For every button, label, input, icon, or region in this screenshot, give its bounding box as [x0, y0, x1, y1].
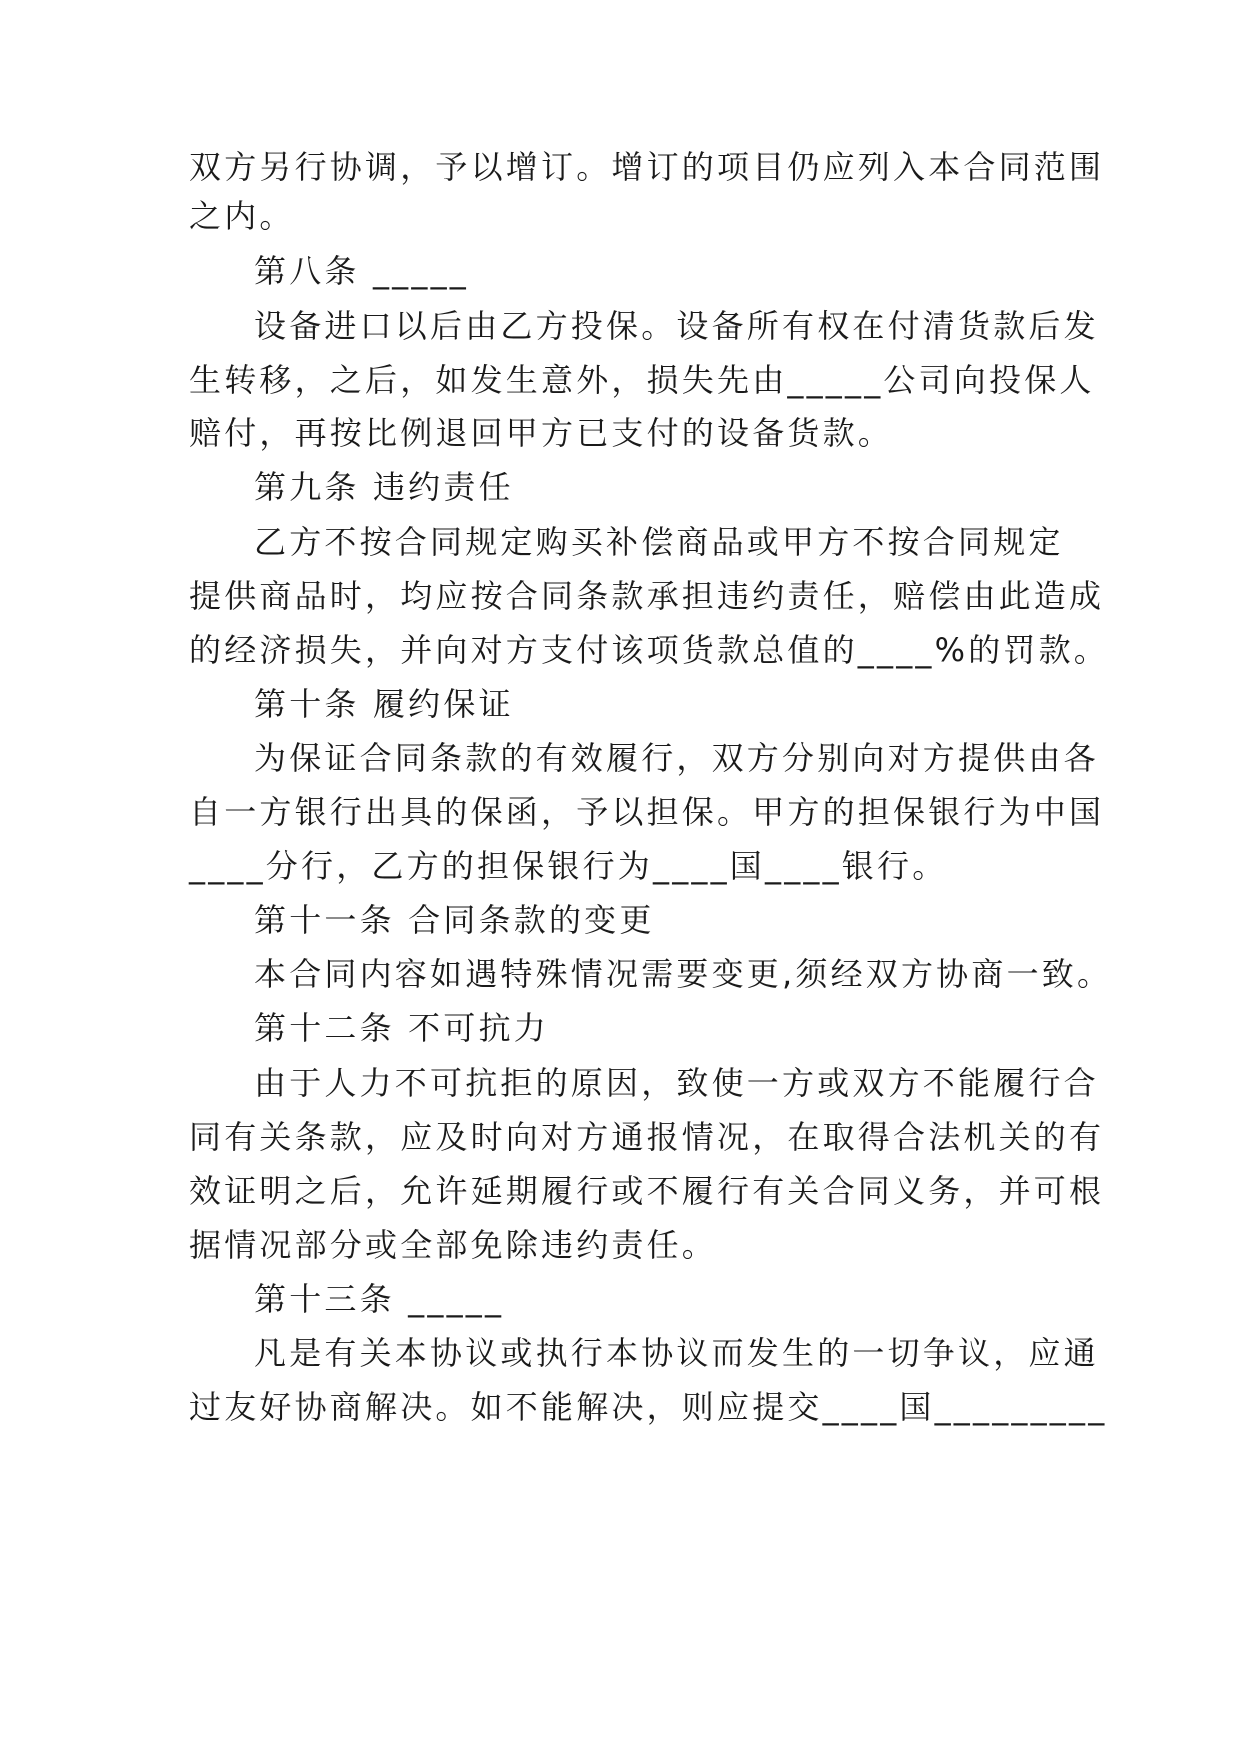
paragraph-line: 生转移，之后，如发生意外，损失先由_____公司向投保人: [189, 361, 1095, 399]
paragraph-line: 本合同内容如遇特殊情况需要变更,须经双方协商一致。: [254, 955, 1113, 993]
paragraph-line: 同有关条款，应及时向对方通报情况，在取得合法机关的有: [189, 1118, 1105, 1156]
paragraph-line: 效证明之后，允许延期履行或不履行有关合同义务，并可根: [189, 1172, 1105, 1210]
article-heading: 第十一条 合同条款的变更: [254, 901, 655, 939]
article-heading: 第十条 履约保证: [254, 685, 514, 723]
paragraph-line: 双方另行协调，予以增订。增订的项目仍应列入本合同范围: [189, 148, 1105, 186]
paragraph-line: 赔付，再按比例退回甲方已支付的设备货款。: [189, 414, 894, 452]
paragraph-line: 据情况部分或全部免除违约责任。: [189, 1226, 718, 1264]
article-heading: 第十三条 _____: [254, 1280, 505, 1318]
paragraph-line: 由于人力不可抗拒的原因，致使一方或双方不能履行合: [254, 1064, 1099, 1102]
paragraph-line: 的经济损失，并向对方支付该项货款总值的____%的罚款。: [189, 631, 1110, 669]
paragraph-line: 自一方银行出具的保函，予以担保。甲方的担保银行为中国: [189, 793, 1105, 831]
paragraph-line: ____分行，乙方的担保银行为____国____银行。: [189, 847, 948, 885]
article-heading: 第九条 违约责任: [254, 468, 514, 506]
article-heading: 第十二条 不可抗力: [254, 1009, 549, 1047]
paragraph-line: 凡是有关本协议或执行本协议而发生的一切争议，应通: [254, 1334, 1099, 1372]
paragraph-line: 过友好协商解决。如不能解决，则应提交____国_________: [189, 1388, 1108, 1426]
paragraph-line: 提供商品时，均应按合同条款承担违约责任，赔偿由此造成: [189, 577, 1105, 615]
paragraph-line: 乙方不按合同规定购买补偿商品或甲方不按合同规定: [254, 523, 1064, 561]
paragraph-line: 为保证合同条款的有效履行，双方分别向对方提供由各: [254, 739, 1099, 777]
paragraph-line: 设备进口以后由乙方投保。设备所有权在付清货款后发: [254, 307, 1099, 345]
article-heading: 第八条 _____: [254, 252, 469, 290]
paragraph-line: 之内。: [189, 197, 295, 235]
